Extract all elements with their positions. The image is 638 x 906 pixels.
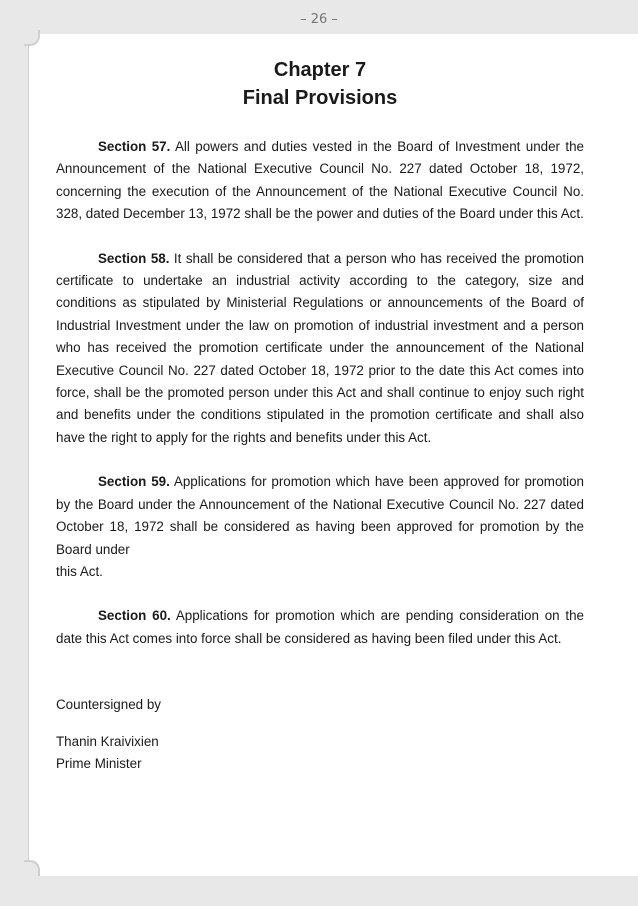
section-57-label: Section 57. — [98, 139, 171, 154]
section-60-text: Applications for promotion which are pending consideration on the date this Act comes into force shall be considered as having been filed under this Act. — [56, 608, 585, 646]
chapter-title: Chapter 7 — [273, 59, 367, 81]
section-59-label: Section 59. — [98, 474, 170, 490]
chapter-subtitle: Final Provisions — [242, 87, 398, 109]
document-page — [28, 34, 638, 876]
section-58-text: It shall be considered that a person who has received the promotion certificate to undertake an industrial activity according to the category, size and conditions as stipulated by Ministerial Regulations or announcements of the Board of Industrial Investment under the law on promotion of industrial investment and a person who has received the promotion certificate under the announcement of the National Executive Council No. 227 dated October 18, 1972 prior to the date this Act comes into force, shall be the promoted person under this Act and shall continue to enjoy such right and benefits under the conditions stipulated in the promotion certificate and shall also have the right to apply for the rights and benefits under this Act. — [56, 250, 585, 445]
section-60 — [56, 605, 584, 650]
section-57-text: All powers and duties vested in the Board of Investment under the Announcement of the National Executive Council No. 227 dated October 18, 1972, concerning the execution of the Announcement of the National Executive Council No. 328, dated December 13, 1972 shall be the power and duties of the Board under this Act. — [56, 139, 584, 222]
page-content — [56, 56, 584, 775]
section-57 — [56, 136, 584, 226]
section-58-label: Section 58. — [98, 250, 170, 266]
section-59-text: Applications for promotion which have been approved for promotion by the Board under the Announcement of the National Executive Council No. 227 dated October 18, 1972 shall be considered as having been approved for promotion by the Board under — [56, 474, 584, 557]
signatory-title: Prime Minister — [56, 755, 142, 771]
section-59-continuation: this Act. — [56, 563, 103, 579]
section-58 — [56, 248, 584, 450]
section-60-label: Section 60. — [98, 608, 171, 624]
page-number: – 26 – — [300, 12, 338, 27]
section-59 — [56, 471, 584, 561]
signatory-name: Thanin Kraivixien — [56, 733, 159, 749]
countersigned-label: Countersigned by — [56, 697, 161, 713]
